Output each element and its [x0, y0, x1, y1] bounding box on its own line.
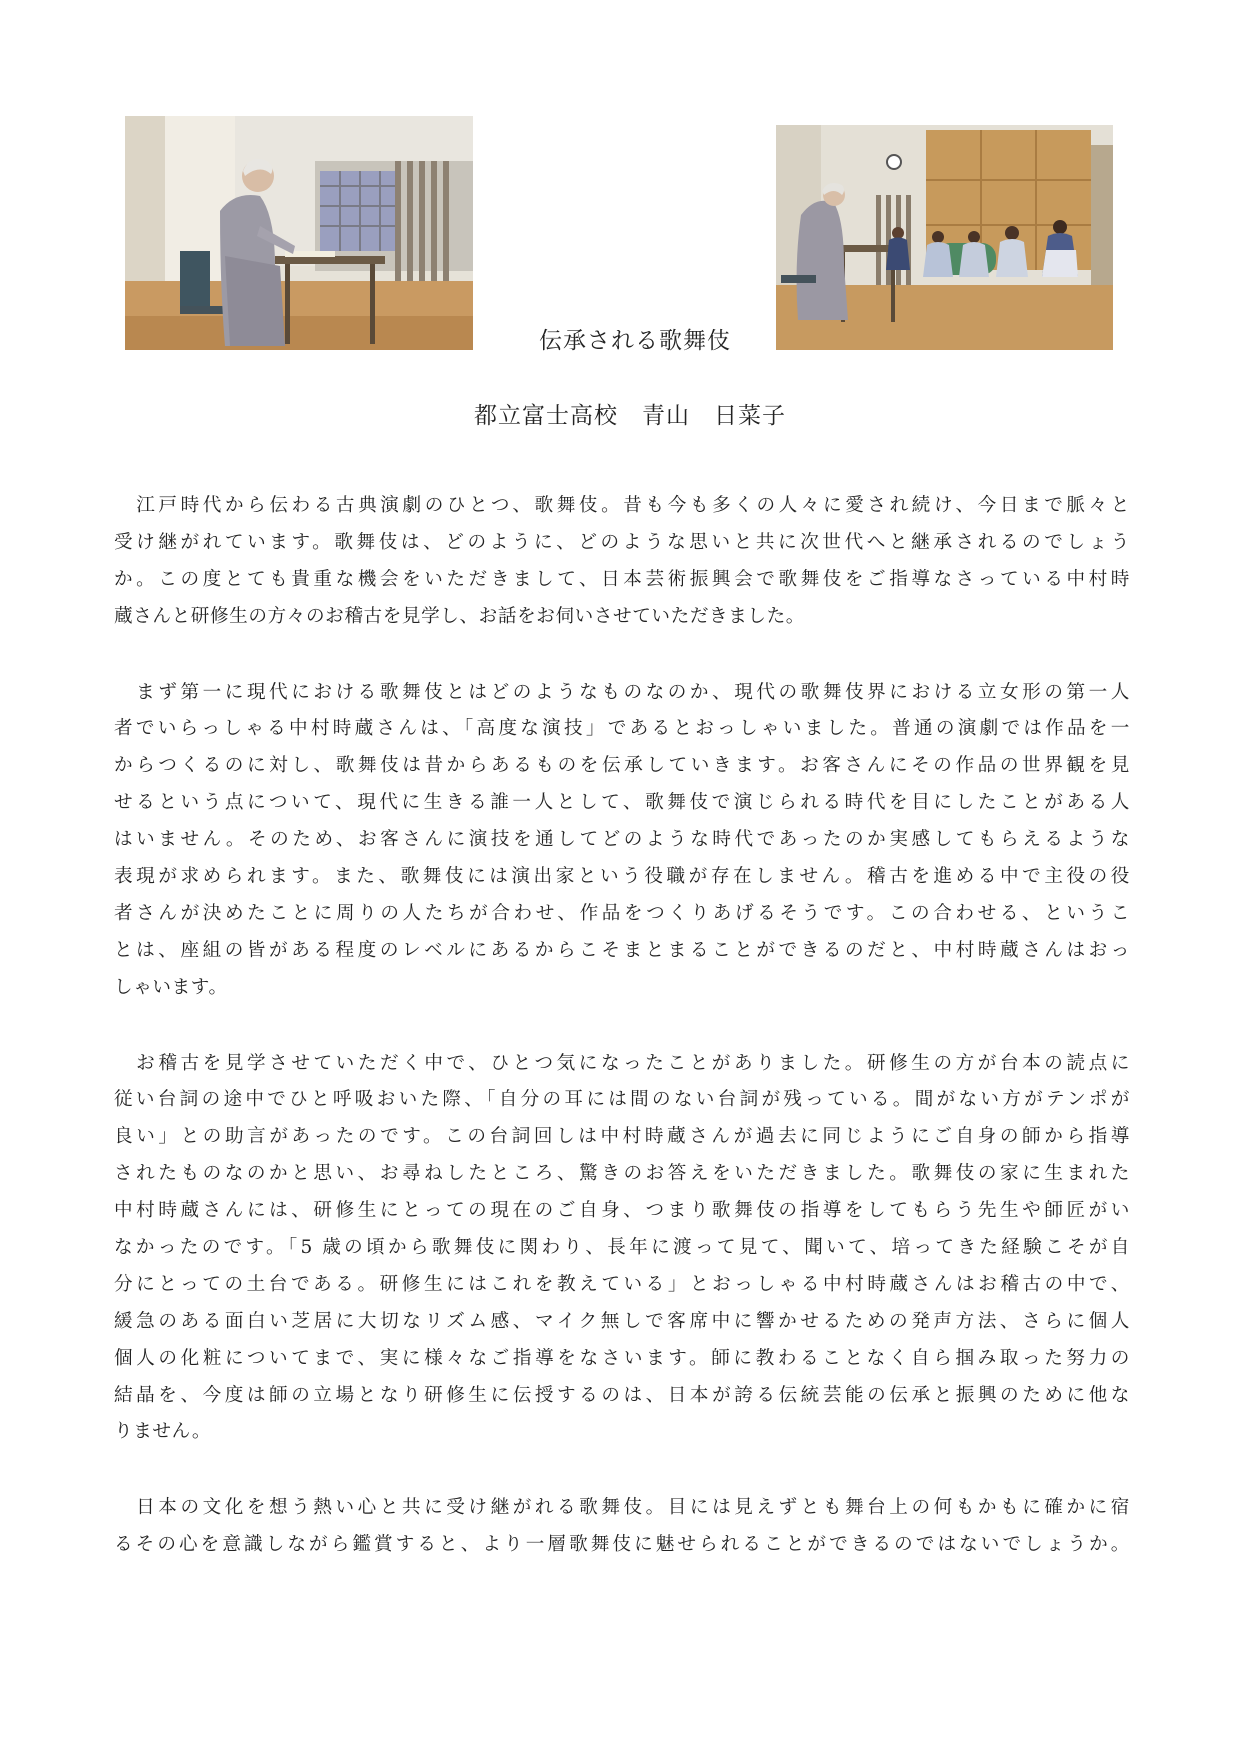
paragraph-2	[114, 675, 1130, 1007]
text-line: とは、座組の皆がある程度のレベルにあるからこそまとまることができるのだと、中村時蔵さんはおっ	[114, 939, 1130, 961]
article-byline: 都立富士高校 青山 日菜子	[474, 403, 786, 429]
photo-teacher-at-desk	[125, 116, 473, 350]
paragraph-4	[114, 1490, 1130, 1564]
photo-students-kneeling-image	[776, 125, 1113, 350]
text-line: 表現が求められます。また、歌舞伎には演出家という役職が存在しません。稽古を進める中で主役の役	[114, 866, 1130, 888]
text-line: 者でいらっしゃる中村時蔵さんは、「高度な演技」であるとおっしゃいました。普通の演劇では作品を一	[114, 718, 1130, 740]
text-line: 個人の化粧についてまで、実に様々なご指導をなさいます。師に教わることなく自ら掴み取った努力の	[114, 1347, 1130, 1369]
text-line: せるという点について、現代に生きる誰一人として、歌舞伎で演じられる時代を目にしたことがある人	[114, 792, 1130, 814]
text-line: はいません。そのため、お客さんに演技を通してどのような時代であったのか実感してもらえるような	[114, 829, 1130, 851]
text-line: 良い」との助言があったのです。この台詞回しは中村時蔵さんが過去に同じようにご自身の師から指導	[114, 1126, 1130, 1148]
text-line: なかったのです。「5 歳の頃から歌舞伎に関わり、長年に渡って見て、聞いて、培ってきた経験こそが自	[114, 1237, 1130, 1259]
photo-students-kneeling	[776, 125, 1113, 350]
text-line: からつくるのに対し、歌舞伎は昔からあるものを伝承していきます。お客さんにその作品の世界観を見	[114, 755, 1130, 777]
text-line: お稽古を見学させていただく中で、ひとつ気になったことがありました。研修生の方が台本の読点に	[114, 1052, 1130, 1074]
text-line: 緩急のある面白い芝居に大切なリズム感、マイク無しで客席中に響かせるための発声方法、さらに個人	[114, 1310, 1130, 1332]
paragraph-3	[114, 1046, 1130, 1452]
text-line: 受け継がれています。歌舞伎は、どのように、どのような思いと共に次世代へと継承されるのでしょう	[114, 531, 1130, 553]
text-line: 従い台詞の途中でひと呼吸おいた際、「自分の耳には間のない台詞が残っている。間がない方がテンポが	[114, 1089, 1130, 1111]
text-line: 者さんが決めたことに周りの人たちが合わせ、作品をつくりあげるそうです。この合わせる、というこ	[114, 902, 1130, 924]
text-line: されたものなのかと思い、お尋ねしたところ、驚きのお答えをいただきました。歌舞伎の家に生まれた	[114, 1163, 1130, 1185]
article-title: 伝承される歌舞伎	[539, 328, 731, 354]
text-line: 江戸時代から伝わる古典演劇のひとつ、歌舞伎。昔も今も多くの人々に愛され続け、今日まで脈々と	[114, 495, 1130, 516]
text-line: か。この度とても貴重な機会をいただきまして、日本芸術振興会で歌舞伎をご指導なさっている中村時	[114, 568, 1130, 590]
text-line: 結晶を、今度は師の立場となり研修生に伝授するのは、日本が誇る伝統芸能の伝承と振興のために他な	[114, 1384, 1130, 1406]
photo-teacher-at-desk-image	[125, 116, 473, 350]
text-line: まず第一に現代における歌舞伎とはどのようなものなのか、現代の歌舞伎界における立女形の第一人	[114, 681, 1130, 703]
paragraph-1	[114, 488, 1130, 636]
text-line: るその心を意識しながら鑑賞すると、より一層歌舞伎に魅せられることができるのではないでしょうか。	[114, 1534, 1130, 1556]
article-body	[114, 488, 1130, 1603]
text-line: しゃいます。	[114, 976, 228, 998]
text-line: 日本の文化を想う熱い心と共に受け継がれる歌舞伎。目には見えずとも舞台上の何もかもに確かに宿	[114, 1497, 1130, 1519]
text-line: 分にとっての土台である。研修生にはこれを教えている」とおっしゃる中村時蔵さんはお稽古の中で、	[114, 1273, 1130, 1295]
text-line: 中村時蔵さんには、研修生にとっての現在のご自身、つまり歌舞伎の指導をしてもらう先生や師匠がい	[114, 1200, 1130, 1222]
text-line: りません。	[114, 1421, 212, 1443]
text-line: 蔵さんと研修生の方々のお稽古を見学し、お話をお伺いさせていただきました。	[114, 605, 805, 627]
